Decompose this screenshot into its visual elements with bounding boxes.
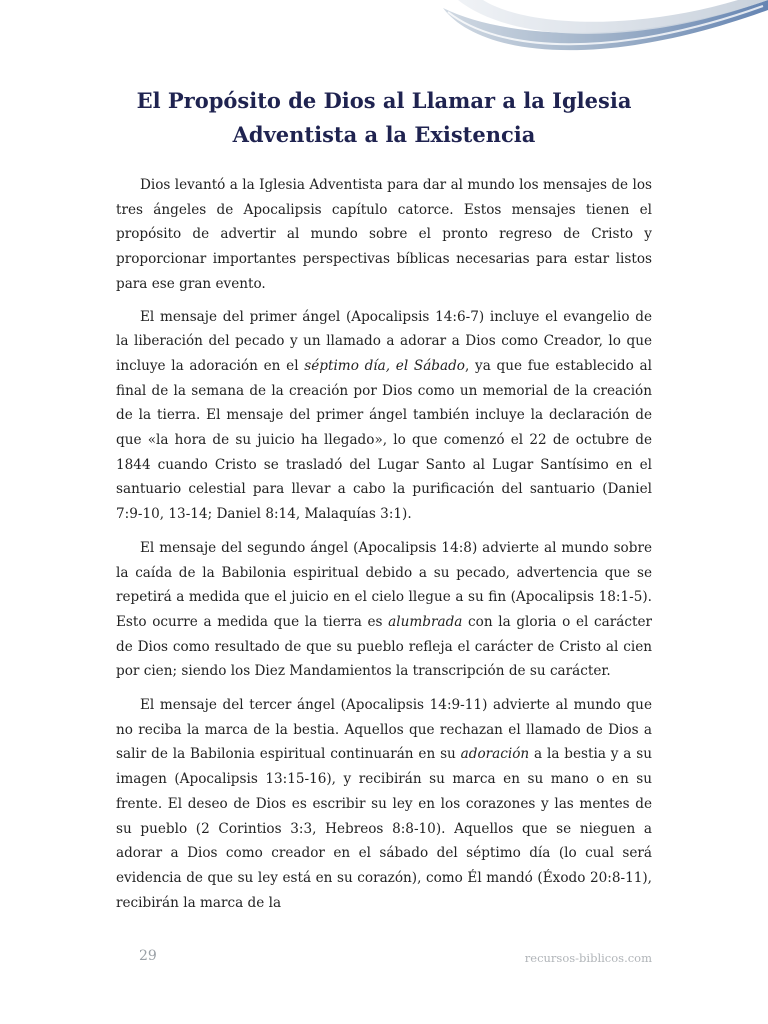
paragraph — [116, 536, 652, 684]
emphasized-text: adoración — [460, 746, 530, 763]
title-line-1: El Propósito de Dios al Llamar a la Iglesia — [136, 88, 632, 113]
title-line-2: Adventista a la Existencia — [232, 122, 536, 147]
emphasized-text: séptimo día, el Sábado — [304, 357, 465, 374]
paragraph — [116, 173, 652, 297]
emphasized-text: alumbrada — [388, 613, 463, 630]
paragraph-text: a la bestia y a su imagen (Apocalipsis 13:15-16), y recibirán su marca en su mano o en su frente. El deseo de Dios es escribir su ley en los corazones y las mentes de su pueblo (2 Corintios 3:3, Hebreos 8:8-10). Aquellos que se nieguen a adorar a Dios como creador en el sábado del séptimo día (lo cual será evidencia de que su ley está en su corazón), como Él mandó (Éxodo 20:8-11), recibirán la marca de la — [116, 746, 652, 911]
paragraph-text: El mensaje del primer ángel (Apocalipsis 14:6-7) incluye el evangelio de la liberación del pecado y un llamado a adorar a Dios como Creador, lo que incluye la adoración en el — [116, 308, 652, 374]
paragraph — [116, 693, 652, 915]
paragraph-text: Dios levantó a la Iglesia Adventista para dar al mundo los mensajes de los tres ángeles de Apocalipsis capítulo catorce. Estos mensajes tienen el propósito de advertir al mundo sobre el pronto regreso de Cristo y proporcionar importantes perspectivas bíblicas necesarias para estar listos para ese gran evento. — [116, 177, 652, 292]
decorative-swoosh-graphic — [438, 0, 768, 70]
page-title — [90, 84, 678, 152]
body-text — [116, 173, 652, 923]
site-watermark: recursos-biblicos.com — [524, 951, 652, 965]
page-number: 29 — [139, 948, 157, 964]
paragraph-text: con la gloria o el carácter de Dios como resultado de que su pueblo refleja el carácter de Cristo al cien por cien; siendo los Diez Mandamientos la transcripción de su carácter. — [116, 613, 652, 680]
paragraph-text: El mensaje del tercer ángel (Apocalipsis 14:9-11) advierte al mundo que no reciba la marca de la bestia. Aquellos que rechazan el llamado de Dios a salir de la Babilonia espiritual continuarán en su — [116, 697, 652, 763]
paragraph-text: , ya que fue establecido al final de la semana de la creación por Dios como un memorial de la creación de la tierra. El mensaje del primer ángel también incluye la declaración de que «la hora de su juicio ha llegado», lo que comenzó el 22 de octubre de 1844 cuando Cristo se trasladó del Lugar Santo al Lugar Santísimo en el santuario celestial para llevar a cabo la purificación del santuario (Daniel 7:9-10, 13-14; Daniel 8:14, Malaquías 3:1). — [116, 357, 652, 523]
paragraph-text: El mensaje del segundo ángel (Apocalipsis 14:8) advierte al mundo sobre la caída de la Babilonia espiritual debido a su pecado, advertencia que se repetirá a medida que el juicio en el cielo llegue a su fin (Apocalipsis 18:1-5). Esto ocurre a medida que la tierra es — [116, 539, 652, 630]
paragraph — [116, 305, 652, 527]
